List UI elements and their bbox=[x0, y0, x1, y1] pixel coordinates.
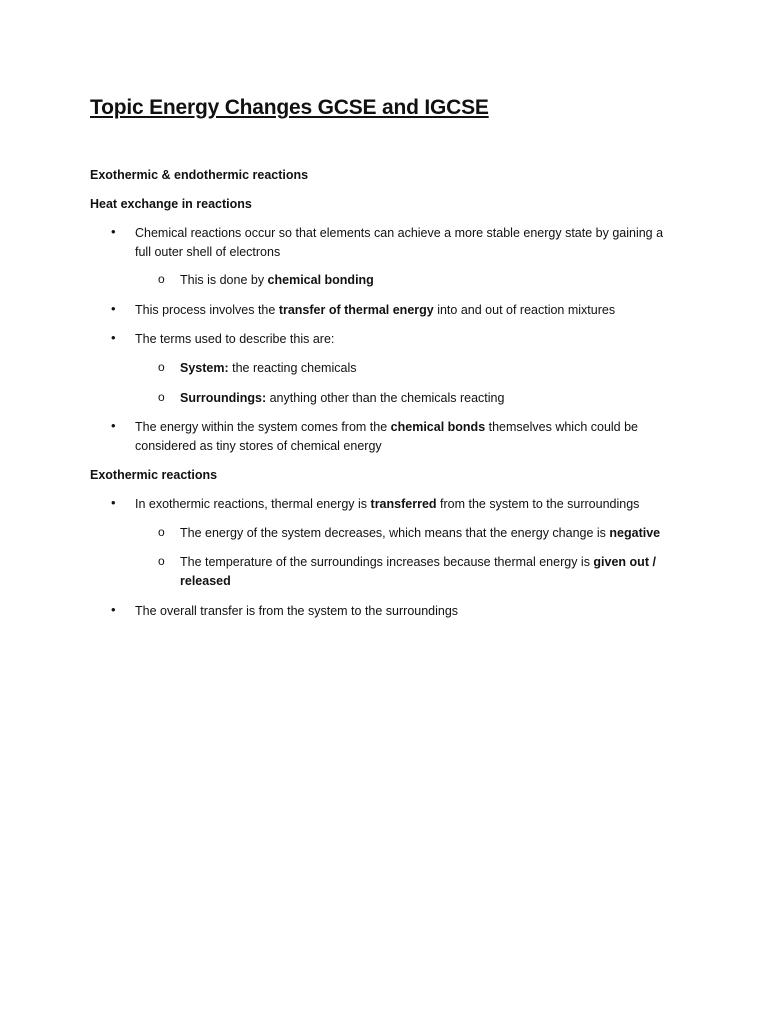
bold-text: transfer of thermal energy bbox=[278, 303, 434, 317]
sub-bullet-marker: o bbox=[158, 525, 165, 539]
list-item bbox=[180, 553, 680, 591]
list-item bbox=[180, 524, 680, 543]
text-run: The energy within the system comes from the bbox=[135, 420, 391, 434]
sub-bullet-marker: o bbox=[158, 272, 165, 286]
list-item bbox=[135, 495, 680, 514]
bold-text: negative bbox=[609, 526, 661, 540]
list-item bbox=[180, 359, 680, 378]
sub-bullet-marker: o bbox=[158, 554, 165, 568]
list-item: Chemical reactions occur so that elements can achieve a more stable energy state by gaining a full outer shell of electrons bbox=[135, 226, 664, 259]
bullet-marker: • bbox=[111, 495, 116, 510]
bold-text: Surroundings: bbox=[180, 391, 267, 405]
section-heading-heat-exchange: Heat exchange in reactions bbox=[90, 197, 252, 211]
list-item: The terms used to describe this are: bbox=[135, 332, 335, 346]
text-run: from the system to the surroundings bbox=[436, 497, 640, 511]
bullet-marker: • bbox=[111, 224, 116, 239]
list-item bbox=[135, 418, 680, 456]
text-run: The temperature of the surroundings increases because thermal energy is bbox=[180, 555, 594, 569]
bullet-marker: • bbox=[111, 301, 116, 316]
bullet-marker: • bbox=[111, 602, 116, 617]
list-item bbox=[180, 389, 680, 408]
section-heading-exo-endo: Exothermic & endothermic reactions bbox=[90, 168, 309, 182]
bold-text: chemical bonds bbox=[390, 420, 486, 434]
section-heading-exothermic: Exothermic reactions bbox=[90, 468, 218, 482]
text-run: themselves which could be considered as tiny stores of chemical energy bbox=[135, 420, 639, 453]
text-run: In exothermic reactions, thermal energy is bbox=[135, 497, 371, 511]
bold-text: chemical bonding bbox=[267, 273, 374, 287]
page-title: Topic Energy Changes GCSE and IGCSE bbox=[90, 96, 489, 119]
text-run: anything other than the chemicals reacting bbox=[266, 391, 505, 405]
sub-bullet-marker: o bbox=[158, 360, 165, 374]
list-item bbox=[135, 301, 680, 320]
bold-text: transferred bbox=[370, 497, 437, 511]
bullet-marker: • bbox=[111, 418, 116, 433]
list-item: The overall transfer is from the system to the surroundings bbox=[135, 604, 459, 618]
text-run: This process involves the bbox=[135, 303, 279, 317]
text-run: The energy of the system decreases, which means that the energy change is bbox=[180, 526, 610, 540]
text-run: This is done by bbox=[180, 273, 268, 287]
bullet-marker: • bbox=[111, 330, 116, 345]
list-item bbox=[180, 271, 680, 290]
sub-bullet-marker: o bbox=[158, 390, 165, 404]
text-run: the reacting chemicals bbox=[228, 361, 357, 375]
bold-text: given out / released bbox=[180, 555, 656, 588]
bold-text: System: bbox=[180, 361, 229, 375]
text-run: into and out of reaction mixtures bbox=[433, 303, 616, 317]
